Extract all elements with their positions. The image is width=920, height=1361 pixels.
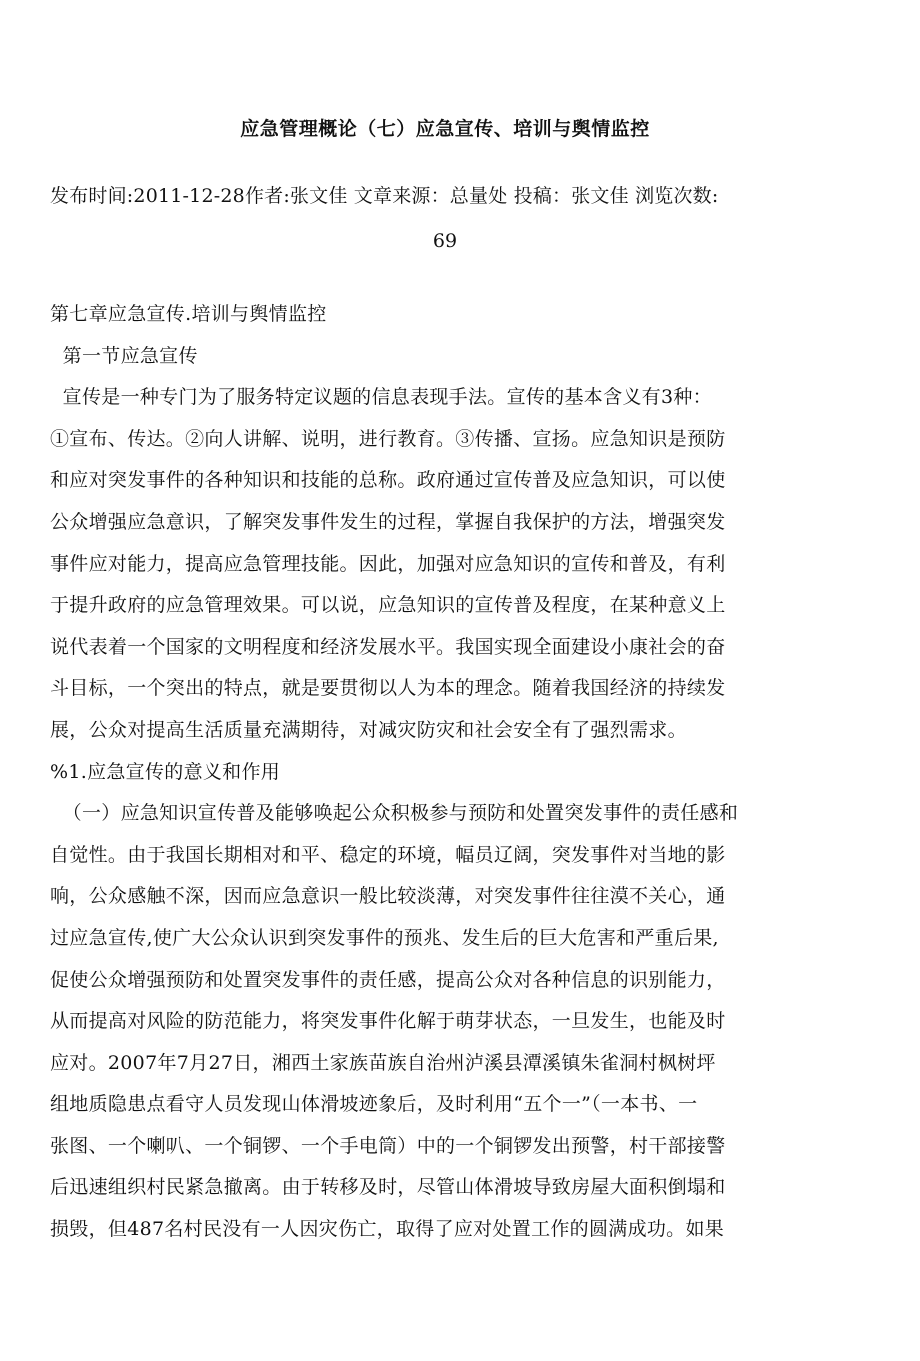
body-line: 第七章应急宣传.培训与舆情监控 bbox=[50, 303, 327, 325]
body-line: 应对。2007年7月27日，湘西土家族苗族自治州泸溪县潭溪镇朱雀洞村枫树坪 bbox=[50, 1051, 716, 1074]
body-line: 第一节应急宣传 bbox=[50, 344, 198, 367]
body-line: 损毁，但487名村民没有一人因灾伤亡，取得了应对处置工作的圆满成功。如果 bbox=[50, 1218, 725, 1241]
body-line: 张图、一个喇叭、一个铜锣、一个手电筒）中的一个铜锣发出预警，村干部接警 bbox=[50, 1134, 726, 1157]
body-line: 和应对突发事件的各种知识和技能的总称。政府通过宣传普及应急知识，可以使 bbox=[50, 469, 726, 492]
view-count: 69 bbox=[432, 230, 458, 252]
body-line: 事件应对能力，提高应急管理技能。因此，加强对应急知识的宣传和普及，有利 bbox=[50, 552, 726, 575]
body-line: 促使公众增强预防和处置突发事件的责任感，提高公众对各种信息的识别能力， bbox=[50, 968, 726, 991]
publish-meta: 发布时间:2011-12-28作者:张文佳 文章来源：总量处 投稿：张文佳 浏览次数: bbox=[50, 185, 719, 207]
body-line: 过应急宣传,使广大公众认识到突发事件的预兆、发生后的巨大危害和严重后果, bbox=[50, 926, 719, 949]
body-line: 后迅速组织村民紧急撤离。由于转移及时，尽管山体滑坡导致房屋大面积倒塌和 bbox=[50, 1176, 726, 1199]
body-line: 公众增强应急意识，了解突发事件发生的过程，掌握自我保护的方法，增强突发 bbox=[50, 510, 726, 533]
body-line: 说代表着一个国家的文明程度和经济发展水平。我国实现全面建设小康社会的奋 bbox=[50, 635, 726, 658]
body-line: 组地质隐患点看守人员发现山体滑坡迹象后，及时利用“五个一”（一本书、一 bbox=[50, 1093, 698, 1116]
body-line: %1.应急宣传的意义和作用 bbox=[50, 760, 281, 783]
body-line: 从而提高对风险的防范能力，将突发事件化解于萌芽状态，一旦发生，也能及时 bbox=[50, 1010, 726, 1033]
body-line: 宣传是一种专门为了服务特定议题的信息表现手法。宣传的基本含义有3种： bbox=[50, 386, 712, 409]
body-line: 斗目标，一个突出的特点，就是要贯彻以人为本的理念。随着我国经济的持续发 bbox=[50, 677, 726, 700]
body-line: 展，公众对提高生活质量充满期待，对减灾防灾和社会安全有了强烈需求。 bbox=[50, 718, 687, 741]
document-title: 应急管理概论（七）应急宣传、培训与舆情监控 bbox=[240, 118, 650, 140]
body-line: 于提升政府的应急管理效果。可以说，应急知识的宣传普及程度，在某种意义上 bbox=[50, 594, 726, 617]
body-line: ①宣布、传达。②向人讲解、说明，进行教育。③传播、宣扬。应急知识是预防 bbox=[50, 427, 726, 450]
body-line: 自觉性。由于我国长期相对和平、稳定的环境，幅员辽阔，突发事件对当地的影 bbox=[50, 843, 726, 866]
body-line: 响，公众感触不深，因而应急意识一般比较淡薄，对突发事件往往漠不关心，通 bbox=[50, 885, 726, 908]
document-body bbox=[50, 294, 770, 1251]
body-line: （一）应急知识宣传普及能够唤起公众积极参与预防和处置突发事件的责任感和 bbox=[50, 802, 739, 825]
